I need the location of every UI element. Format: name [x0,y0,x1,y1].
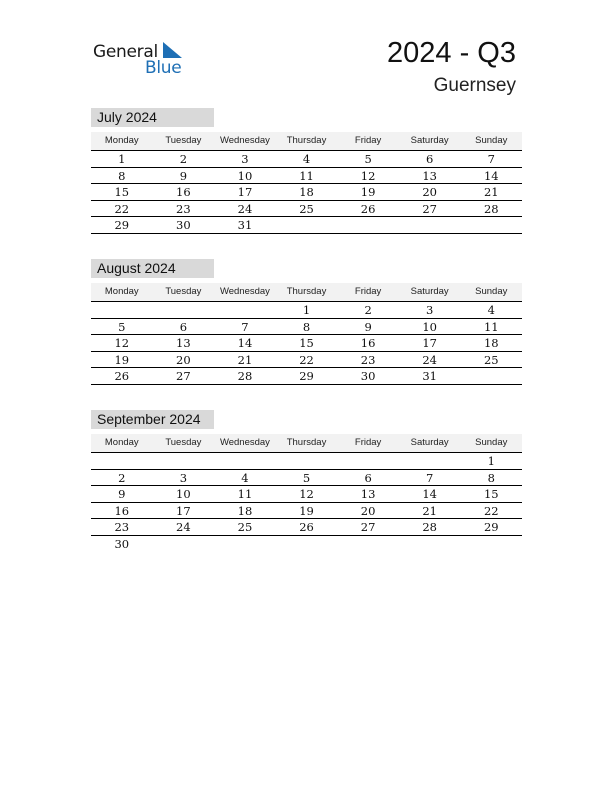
logo [93,40,193,80]
weekday-label: Friday [354,135,382,146]
month-block [91,410,522,551]
day-cell: 8 [302,319,311,334]
country-name: Guernsey [433,75,516,96]
day-cell: 5 [118,319,126,334]
weekday-header-row [91,283,522,302]
day-cell [153,536,215,552]
day-cell: 22 [114,201,130,216]
week-row [91,486,522,503]
day-cell: 13 [422,168,437,183]
day-cell: 17 [237,185,253,199]
day-cell: 29 [114,218,130,232]
week-row [91,470,522,487]
day-cell: 23 [360,352,376,367]
day-cell: 27 [360,520,376,534]
day-cell: 28 [237,369,253,383]
day-cell: 16 [176,185,191,199]
day-cell [91,302,153,318]
day-cell [153,453,215,469]
day-cell: 9 [118,487,126,501]
day-cell: 12 [299,487,314,501]
day-cell: 17 [422,336,437,350]
day-cell: 8 [487,470,495,485]
day-cell: 11 [299,168,314,183]
day-cell: 12 [360,168,376,183]
day-cell: 11 [483,319,499,334]
month-block [91,259,522,385]
day-cell [153,302,215,318]
day-cell: 14 [483,168,499,183]
day-cell: 7 [487,152,495,166]
weekday-label: Tuesday [165,437,202,448]
logo-text-blue: Blue [145,58,182,78]
week-row [91,217,522,234]
day-cell: 16 [114,503,130,518]
day-cell: 24 [422,352,437,367]
day-cell: 19 [299,503,314,518]
day-cell: 6 [179,319,188,334]
day-cell: 14 [422,487,437,501]
day-cell: 6 [364,470,372,485]
weekday-label: Monday [104,286,139,297]
weekday-label: Saturday [410,286,449,297]
day-cell [460,368,522,384]
weekday-label: Thursday [286,286,327,297]
week-row [91,335,522,352]
day-cell: 11 [237,487,253,501]
week-row [91,168,522,185]
day-cell [337,217,399,233]
week-row [91,319,522,336]
month-label: September 2024 [91,410,214,429]
day-cell: 26 [360,201,376,216]
weekday-label: Saturday [410,437,449,448]
weekday-label: Friday [354,437,382,448]
day-cell: 4 [241,470,249,485]
day-cell [460,217,522,233]
day-cell: 3 [179,470,188,485]
day-cell: 10 [237,168,253,183]
day-cell [276,453,338,469]
week-row [91,536,522,552]
day-cell: 31 [237,218,253,232]
day-cell: 5 [302,470,311,485]
month-label: August 2024 [91,259,214,278]
day-cell: 22 [483,503,499,518]
weekday-label: Tuesday [165,286,202,297]
weekday-label: Friday [354,286,382,297]
day-cell: 23 [176,201,191,216]
day-cell [214,302,276,318]
week-row [91,368,522,385]
day-cell: 9 [179,168,188,183]
day-cell: 8 [118,168,126,183]
weekday-label: Sunday [475,437,508,448]
day-cell: 1 [118,152,126,166]
day-cell: 14 [237,336,253,350]
day-cell: 3 [241,152,249,166]
weekday-label: Thursday [286,437,327,448]
day-cell: 7 [241,319,249,334]
day-cell [399,453,461,469]
page-title: 2024 - Q3 [387,37,516,69]
week-row [91,302,522,319]
day-cell: 29 [483,520,499,534]
week-row [91,352,522,369]
day-cell [276,217,338,233]
day-cell: 15 [299,336,314,350]
day-cell: 6 [426,152,434,166]
day-cell: 27 [422,201,437,216]
day-cell: 13 [360,487,376,501]
day-cell: 19 [360,185,376,199]
day-cell [337,536,399,552]
day-cell: 27 [176,369,191,383]
weekday-label: Wednesday [219,286,270,297]
day-cell [214,536,276,552]
weekday-label: Sunday [475,286,508,297]
weekday-label: Wednesday [219,135,270,146]
day-cell: 18 [483,336,499,350]
day-cell: 25 [237,520,253,534]
day-cell: 28 [422,520,437,534]
day-cell: 31 [422,369,437,383]
weekday-label: Thursday [286,135,327,146]
day-cell: 21 [483,185,499,199]
day-cell: 20 [422,185,437,199]
day-cell: 3 [426,303,434,317]
day-cell [91,453,153,469]
day-cell [460,536,522,552]
month-block [91,108,522,234]
week-row [91,453,522,470]
weekday-label: Monday [104,135,139,146]
day-cell: 16 [360,336,376,350]
logo-text-general: General [93,42,158,62]
day-cell: 30 [360,369,376,383]
weekday-label: Saturday [410,135,449,146]
day-cell: 12 [114,336,130,350]
day-cell: 30 [176,218,191,232]
week-row [91,519,522,536]
day-cell: 28 [483,201,499,216]
day-cell: 4 [487,303,495,317]
weekday-header-row [91,132,522,151]
day-cell [337,453,399,469]
day-cell: 26 [299,520,314,534]
day-cell: 2 [118,470,126,485]
day-cell: 24 [176,520,191,534]
day-cell: 2 [179,152,188,166]
day-cell: 10 [422,319,437,334]
day-cell: 1 [487,454,495,468]
day-cell: 7 [426,470,434,485]
week-row [91,201,522,218]
day-cell: 20 [176,352,191,367]
day-cell [214,453,276,469]
day-cell: 4 [302,152,311,166]
day-cell: 15 [114,185,130,199]
day-cell: 30 [114,536,130,551]
day-cell: 10 [176,487,191,501]
day-cell: 2 [364,303,372,317]
day-cell: 26 [114,369,130,383]
day-cell [399,536,461,552]
day-cell: 17 [176,503,191,518]
week-row [91,184,522,201]
month-label: July 2024 [91,108,214,127]
day-cell: 9 [364,319,372,334]
day-cell: 21 [237,352,253,367]
day-cell: 29 [299,369,314,383]
day-cell: 18 [237,503,253,518]
day-cell: 21 [422,503,437,518]
day-cell: 19 [114,352,130,367]
day-cell [276,536,338,552]
weekday-header-row [91,434,522,453]
day-cell: 22 [299,352,314,367]
day-cell: 23 [114,520,130,534]
week-row [91,503,522,520]
day-cell: 24 [237,201,253,216]
weekday-label: Sunday [475,135,508,146]
day-cell [399,217,461,233]
weekday-label: Tuesday [165,135,202,146]
day-cell: 25 [483,352,499,367]
day-cell: 5 [364,152,372,166]
day-cell: 25 [299,201,314,216]
day-cell: 15 [483,487,499,501]
week-row [91,151,522,168]
day-cell: 20 [360,503,376,518]
weekday-label: Wednesday [219,437,270,448]
day-cell: 18 [299,185,314,199]
day-cell: 1 [302,303,311,317]
weekday-label: Monday [104,437,139,448]
day-cell: 13 [176,336,191,350]
